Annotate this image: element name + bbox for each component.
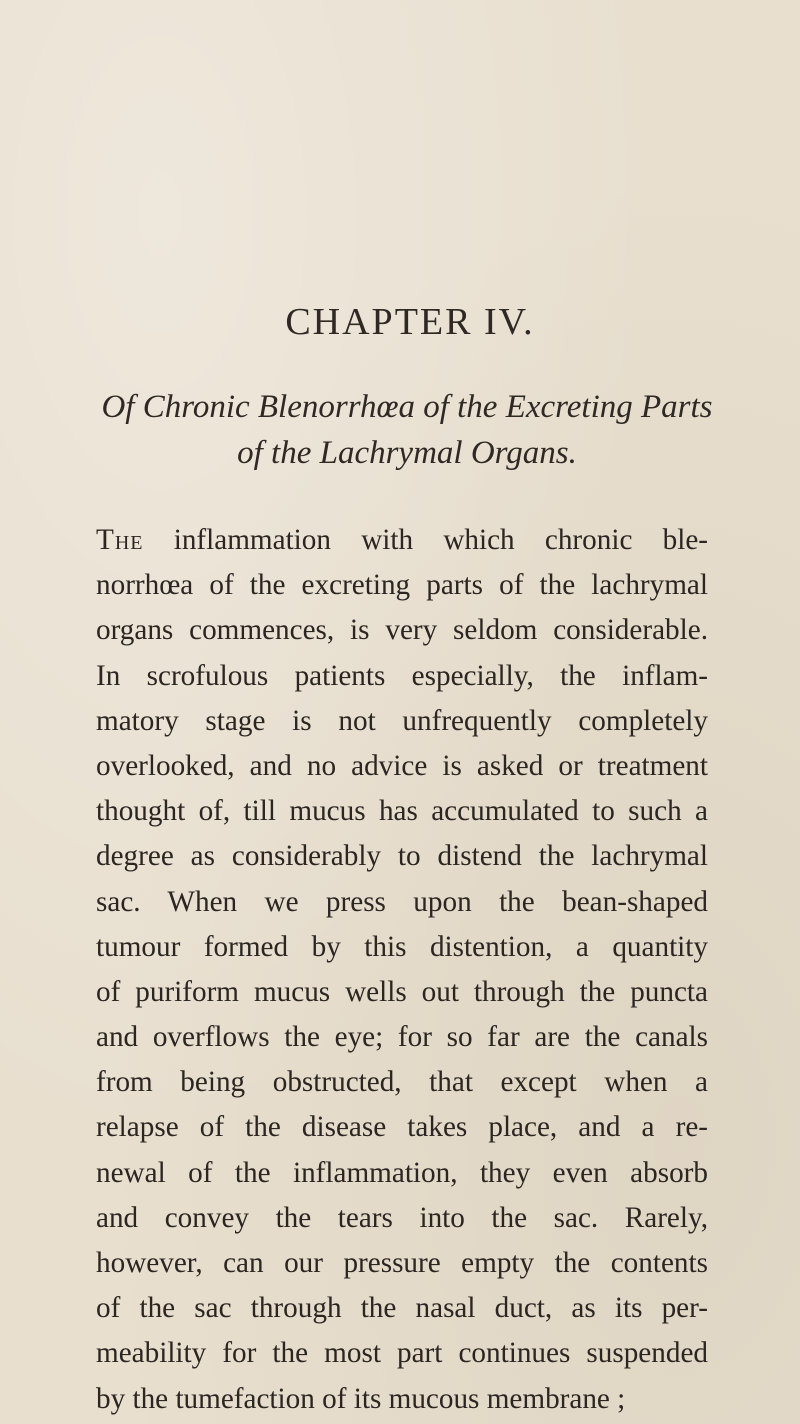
text-line: matory stage is not unfrequently completely [96,704,708,737]
text-line: relapse of the disease takes place, and a re- [96,1111,708,1144]
text-line: newal of the inflammation, they even absorb [96,1156,708,1189]
text-line: of puriform mucus wells out through the puncta [96,975,708,1008]
text-line [96,518,708,563]
text-line: organs commences, is very seldom considerable. [96,614,708,647]
chapter-subtitle [0,384,800,476]
text-line: overlooked, and no advice is asked or treatment [96,749,708,782]
text-line: of the sac through the nasal duct, as its per- [96,1292,708,1325]
text-line: from being obstructed, that except when a [96,1066,708,1099]
text-line: and convey the tears into the sac. Rarely, [96,1201,708,1234]
text-line: degree as considerably to distend the lachrymal [96,840,708,873]
text-line: sac. When we press upon the bean-shaped [96,885,708,918]
text-line: In scrofulous patients especially, the inflam- [96,659,708,692]
subtitle-line-2: of the Lachrymal Organs. [237,435,577,471]
subtitle-line-1: Of Chronic Blenorrhœa of the Excreting Parts [101,389,713,425]
text-line: tumour formed by this distention, a quantity [96,930,708,963]
chapter-title: CHAPTER IV. [285,301,535,343]
text-line: and overflows the eye; for so far are the canals [96,1021,708,1054]
text-line: thought of, till mucus has accumulated to such a [96,795,708,828]
body-paragraph [96,518,708,1422]
text-line: however, can our pressure empty the contents [96,1247,708,1279]
text-line: norrhœa of the excreting parts of the lachrymal [96,569,708,602]
text-line: meability for the most part continues suspended [96,1337,708,1370]
first-word: The [96,524,144,556]
text-line-content: inflammation with which chronic ble- [143,524,708,556]
text-line: by the tumefaction of its mucous membrane ; [96,1382,626,1415]
